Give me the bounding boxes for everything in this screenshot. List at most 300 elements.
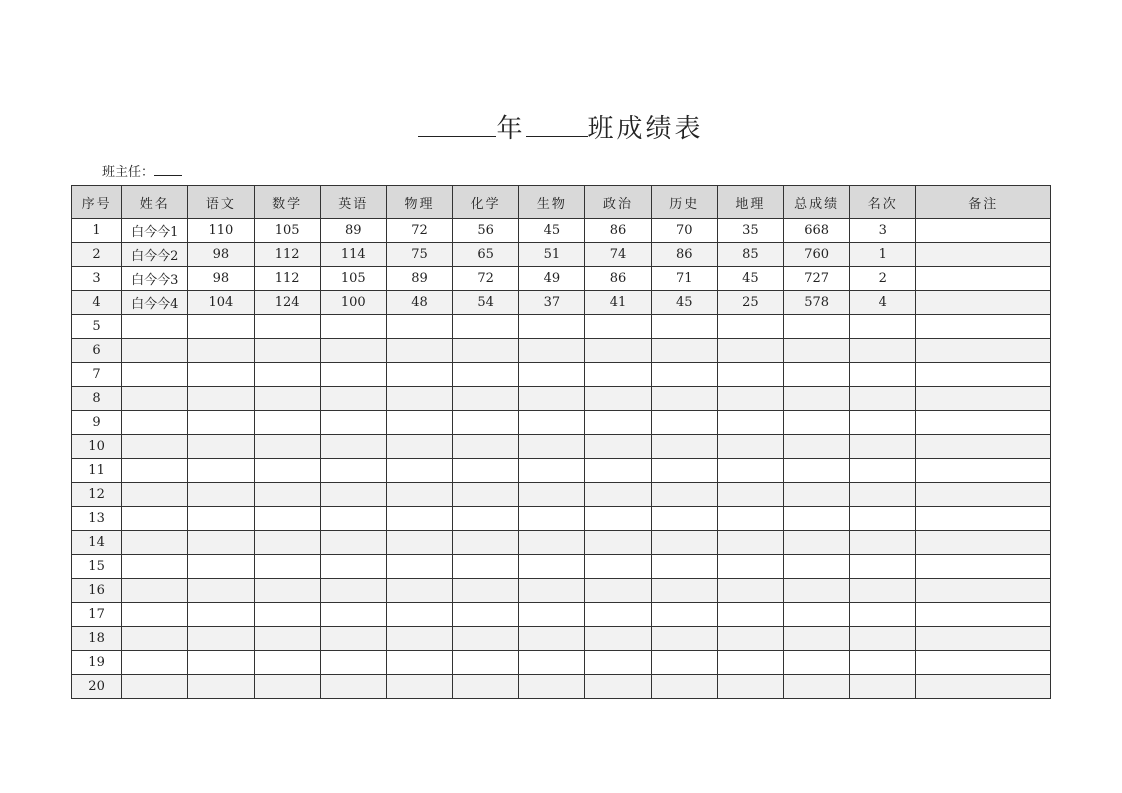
table-cell[interactable] [519,411,585,435]
table-cell[interactable] [519,435,585,459]
table-cell[interactable]: 89 [320,219,386,243]
table-cell[interactable] [320,435,386,459]
table-cell[interactable]: 2 [72,243,122,267]
name-cell[interactable] [122,435,188,459]
table-cell[interactable] [254,651,320,675]
table-cell[interactable] [453,459,519,483]
table-cell[interactable] [784,531,850,555]
table-cell[interactable] [717,531,783,555]
name-cell[interactable] [122,531,188,555]
name-cell[interactable] [122,579,188,603]
table-cell[interactable] [519,483,585,507]
table-cell[interactable] [254,555,320,579]
table-cell[interactable] [453,627,519,651]
table-cell[interactable]: 65 [453,243,519,267]
table-cell[interactable]: 3 [850,219,916,243]
table-cell[interactable]: 49 [519,267,585,291]
table-cell[interactable] [320,579,386,603]
table-cell[interactable] [519,315,585,339]
table-cell[interactable]: 1 [850,243,916,267]
table-cell[interactable] [585,627,651,651]
table-cell[interactable] [254,675,320,699]
table-cell[interactable]: 110 [188,219,254,243]
table-cell[interactable] [916,339,1051,363]
table-cell[interactable] [850,603,916,627]
name-cell[interactable] [122,459,188,483]
table-cell[interactable] [850,435,916,459]
name-cell[interactable] [122,339,188,363]
table-cell[interactable] [453,555,519,579]
table-cell[interactable] [717,459,783,483]
table-cell[interactable] [453,603,519,627]
table-cell[interactable] [519,459,585,483]
head-teacher-field [102,163,182,182]
table-cell[interactable] [254,531,320,555]
table-cell[interactable] [784,675,850,699]
name-cell[interactable]: 白今今4 [122,291,188,315]
table-cell[interactable] [784,459,850,483]
table-cell[interactable] [916,531,1051,555]
table-cell[interactable] [784,651,850,675]
table-cell[interactable] [519,555,585,579]
table-cell[interactable]: 45 [519,219,585,243]
table-cell[interactable]: 7 [72,363,122,387]
table-cell[interactable] [850,363,916,387]
table-cell[interactable] [188,387,254,411]
table-cell[interactable] [585,483,651,507]
table-cell[interactable] [916,459,1051,483]
table-cell[interactable]: 9 [72,411,122,435]
name-cell[interactable] [122,651,188,675]
table-cell[interactable] [519,387,585,411]
head-teacher-blank[interactable] [154,163,182,176]
table-cell[interactable] [519,363,585,387]
table-cell[interactable] [519,603,585,627]
table-cell[interactable]: 16 [72,579,122,603]
table-cell[interactable]: 86 [585,219,651,243]
table-cell[interactable] [320,339,386,363]
column-header: 总成绩 [784,186,850,219]
table-cell[interactable] [320,507,386,531]
table-cell[interactable]: 3 [72,267,122,291]
table-cell[interactable] [320,411,386,435]
table-cell[interactable] [320,531,386,555]
table-cell[interactable] [651,315,717,339]
table-cell[interactable] [916,579,1051,603]
table-cell[interactable]: 86 [651,243,717,267]
table-cell[interactable] [850,411,916,435]
table-cell[interactable] [386,531,452,555]
table-cell[interactable] [188,339,254,363]
table-cell[interactable] [585,555,651,579]
table-cell[interactable]: 98 [188,267,254,291]
table-cell[interactable]: 25 [717,291,783,315]
table-cell[interactable] [386,459,452,483]
table-cell[interactable] [717,315,783,339]
table-cell[interactable] [585,339,651,363]
table-cell[interactable] [188,507,254,531]
table-cell[interactable] [585,531,651,555]
table-cell[interactable]: 45 [717,267,783,291]
table-cell[interactable] [916,435,1051,459]
table-cell[interactable] [784,315,850,339]
table-cell[interactable] [585,363,651,387]
table-cell[interactable] [651,675,717,699]
table-cell[interactable] [850,675,916,699]
table-cell[interactable]: 2 [850,267,916,291]
table-cell[interactable]: 70 [651,219,717,243]
table-cell[interactable]: 19 [72,651,122,675]
table-cell[interactable] [519,579,585,603]
table-cell[interactable] [386,315,452,339]
table-cell[interactable] [320,483,386,507]
table-cell[interactable] [453,435,519,459]
table-cell[interactable] [453,579,519,603]
table-cell[interactable]: 75 [386,243,452,267]
table-cell[interactable]: 11 [72,459,122,483]
table-row [72,651,1051,675]
table-cell[interactable] [585,459,651,483]
table-cell[interactable] [850,579,916,603]
table-row [72,387,1051,411]
table-cell[interactable] [784,555,850,579]
table-cell[interactable]: 112 [254,267,320,291]
table-cell[interactable]: 35 [717,219,783,243]
name-cell[interactable] [122,603,188,627]
table-cell[interactable] [651,603,717,627]
table-cell[interactable]: 8 [72,387,122,411]
table-cell[interactable]: 54 [453,291,519,315]
table-cell[interactable] [386,603,452,627]
table-cell[interactable] [386,411,452,435]
table-cell[interactable]: 18 [72,627,122,651]
table-cell[interactable]: 578 [784,291,850,315]
table-cell[interactable] [784,435,850,459]
name-cell[interactable] [122,411,188,435]
table-cell[interactable] [717,603,783,627]
name-cell[interactable] [122,627,188,651]
table-cell[interactable] [717,651,783,675]
table-row [72,315,1051,339]
table-cell[interactable] [254,411,320,435]
table-cell[interactable]: 15 [72,555,122,579]
page-title [0,108,1122,148]
table-cell[interactable]: 4 [850,291,916,315]
table-cell[interactable] [916,219,1051,243]
table-cell[interactable]: 1 [72,219,122,243]
table-cell[interactable] [784,387,850,411]
table-cell[interactable] [717,411,783,435]
table-cell[interactable] [850,555,916,579]
table-cell[interactable] [453,339,519,363]
table-cell[interactable] [320,603,386,627]
table-cell[interactable] [386,651,452,675]
table-cell[interactable] [585,675,651,699]
table-cell[interactable] [386,555,452,579]
table-cell[interactable] [254,627,320,651]
table-cell[interactable] [320,315,386,339]
table-cell[interactable] [254,579,320,603]
table-cell[interactable] [916,387,1051,411]
table-cell[interactable] [651,555,717,579]
table-cell[interactable] [254,483,320,507]
table-cell[interactable] [916,243,1051,267]
table-cell[interactable] [188,651,254,675]
table-cell[interactable] [585,603,651,627]
table-cell[interactable] [386,507,452,531]
name-cell[interactable] [122,483,188,507]
table-cell[interactable] [453,411,519,435]
name-cell[interactable] [122,675,188,699]
name-cell[interactable]: 白今今2 [122,243,188,267]
name-cell[interactable] [122,315,188,339]
table-cell[interactable] [188,459,254,483]
table-cell[interactable] [651,651,717,675]
table-cell[interactable] [784,411,850,435]
table-cell[interactable] [651,411,717,435]
table-cell[interactable] [254,507,320,531]
table-cell[interactable] [651,507,717,531]
table-row [72,411,1051,435]
table-cell[interactable] [320,627,386,651]
table-cell[interactable] [784,579,850,603]
table-cell[interactable] [717,507,783,531]
table-cell[interactable] [519,651,585,675]
table-cell[interactable] [188,483,254,507]
table-cell[interactable] [453,483,519,507]
table-cell[interactable]: 114 [320,243,386,267]
table-cell[interactable] [916,651,1051,675]
table-cell[interactable] [254,435,320,459]
table-row [72,291,1051,315]
table-cell[interactable] [254,603,320,627]
table-cell[interactable] [916,483,1051,507]
table-cell[interactable] [651,387,717,411]
table-row [72,459,1051,483]
table-cell[interactable]: 37 [519,291,585,315]
year-blank[interactable] [418,108,496,137]
name-cell[interactable] [122,387,188,411]
table-cell[interactable]: 112 [254,243,320,267]
name-cell[interactable] [122,555,188,579]
table-cell[interactable]: 86 [585,267,651,291]
table-cell[interactable] [188,531,254,555]
table-cell[interactable] [850,387,916,411]
table-cell[interactable]: 72 [453,267,519,291]
table-cell[interactable] [916,315,1051,339]
table-row [72,243,1051,267]
table-cell[interactable]: 85 [717,243,783,267]
table-cell[interactable] [916,267,1051,291]
table-cell[interactable] [585,315,651,339]
table-cell[interactable] [850,627,916,651]
table-cell[interactable]: 10 [72,435,122,459]
name-cell[interactable]: 白今今3 [122,267,188,291]
table-cell[interactable] [188,315,254,339]
table-cell[interactable] [651,363,717,387]
table-cell[interactable]: 98 [188,243,254,267]
table-cell[interactable] [519,507,585,531]
table-cell[interactable]: 41 [585,291,651,315]
table-cell[interactable] [850,651,916,675]
table-row [72,435,1051,459]
class-blank[interactable] [526,108,588,137]
table-cell[interactable] [651,483,717,507]
table-cell[interactable] [585,579,651,603]
table-cell[interactable] [320,675,386,699]
table-cell[interactable] [784,339,850,363]
table-cell[interactable] [717,387,783,411]
table-cell[interactable]: 71 [651,267,717,291]
table-row [72,219,1051,243]
table-cell[interactable] [850,459,916,483]
table-cell[interactable] [916,411,1051,435]
table-cell[interactable] [717,555,783,579]
table-cell[interactable]: 124 [254,291,320,315]
table-cell[interactable]: 4 [72,291,122,315]
table-cell[interactable]: 668 [784,219,850,243]
table-cell[interactable]: 74 [585,243,651,267]
table-cell[interactable] [386,483,452,507]
table-cell[interactable] [453,363,519,387]
table-cell[interactable]: 72 [386,219,452,243]
table-row [72,555,1051,579]
table-cell[interactable] [254,363,320,387]
table-cell[interactable] [717,339,783,363]
table-cell[interactable] [916,291,1051,315]
table-cell[interactable] [850,507,916,531]
column-header: 物理 [386,186,452,219]
table-cell[interactable] [784,483,850,507]
table-cell[interactable] [916,603,1051,627]
table-cell[interactable] [916,627,1051,651]
table-cell[interactable]: 20 [72,675,122,699]
table-cell[interactable] [519,531,585,555]
table-cell[interactable] [188,435,254,459]
table-cell[interactable] [453,675,519,699]
table-cell[interactable] [188,555,254,579]
table-cell[interactable]: 105 [320,267,386,291]
table-cell[interactable]: 6 [72,339,122,363]
table-cell[interactable] [651,459,717,483]
table-cell[interactable] [386,339,452,363]
table-cell[interactable] [651,579,717,603]
table-cell[interactable] [453,315,519,339]
table-cell[interactable] [585,435,651,459]
table-cell[interactable]: 760 [784,243,850,267]
table-cell[interactable] [651,627,717,651]
table-cell[interactable] [188,603,254,627]
table-cell[interactable] [916,675,1051,699]
table-cell[interactable]: 727 [784,267,850,291]
table-cell[interactable] [320,387,386,411]
table-cell[interactable]: 5 [72,315,122,339]
table-cell[interactable]: 17 [72,603,122,627]
name-cell[interactable] [122,363,188,387]
table-cell[interactable] [784,363,850,387]
table-cell[interactable] [784,507,850,531]
table-row [72,675,1051,699]
table-cell[interactable] [916,555,1051,579]
column-header: 生物 [519,186,585,219]
table-cell[interactable] [916,507,1051,531]
table-cell[interactable] [916,363,1051,387]
table-cell[interactable]: 100 [320,291,386,315]
table-cell[interactable] [320,555,386,579]
table-cell[interactable] [188,579,254,603]
table-cell[interactable] [717,579,783,603]
table-cell[interactable] [320,459,386,483]
table-cell[interactable]: 51 [519,243,585,267]
table-cell[interactable] [386,387,452,411]
table-cell[interactable] [254,339,320,363]
table-cell[interactable] [188,627,254,651]
table-cell[interactable] [519,627,585,651]
table-cell[interactable] [850,531,916,555]
table-cell[interactable] [386,627,452,651]
table-cell[interactable] [254,387,320,411]
table-cell[interactable] [320,363,386,387]
table-cell[interactable]: 12 [72,483,122,507]
table-cell[interactable] [320,651,386,675]
table-cell[interactable] [585,411,651,435]
table-cell[interactable] [585,387,651,411]
table-cell[interactable]: 104 [188,291,254,315]
table-cell[interactable] [717,363,783,387]
table-cell[interactable]: 56 [453,219,519,243]
table-cell[interactable] [585,651,651,675]
table-cell[interactable] [651,339,717,363]
table-cell[interactable] [188,411,254,435]
table-cell[interactable] [453,651,519,675]
table-cell[interactable] [386,675,452,699]
table-cell[interactable] [850,339,916,363]
table-cell[interactable] [717,675,783,699]
table-cell[interactable]: 48 [386,291,452,315]
table-cell[interactable] [850,315,916,339]
table-cell[interactable] [386,579,452,603]
table-cell[interactable] [717,483,783,507]
table-cell[interactable] [254,315,320,339]
table-cell[interactable] [386,363,452,387]
table-cell[interactable]: 13 [72,507,122,531]
table-cell[interactable] [651,435,717,459]
name-cell[interactable] [122,507,188,531]
table-cell[interactable] [784,603,850,627]
table-cell[interactable] [453,387,519,411]
table-cell[interactable] [519,339,585,363]
table-cell[interactable] [386,435,452,459]
table-cell[interactable] [585,507,651,531]
table-cell[interactable] [717,435,783,459]
table-cell[interactable] [453,507,519,531]
table-cell[interactable] [519,675,585,699]
table-cell[interactable] [717,627,783,651]
table-cell[interactable] [188,363,254,387]
table-cell[interactable] [850,483,916,507]
table-cell[interactable] [254,459,320,483]
table-cell[interactable] [453,531,519,555]
table-cell[interactable]: 89 [386,267,452,291]
name-cell[interactable]: 白今今1 [122,219,188,243]
table-cell[interactable]: 45 [651,291,717,315]
table-cell[interactable]: 14 [72,531,122,555]
table-cell[interactable] [784,627,850,651]
table-body [72,219,1051,699]
table-cell[interactable] [188,675,254,699]
table-cell[interactable]: 105 [254,219,320,243]
table-cell[interactable] [651,531,717,555]
